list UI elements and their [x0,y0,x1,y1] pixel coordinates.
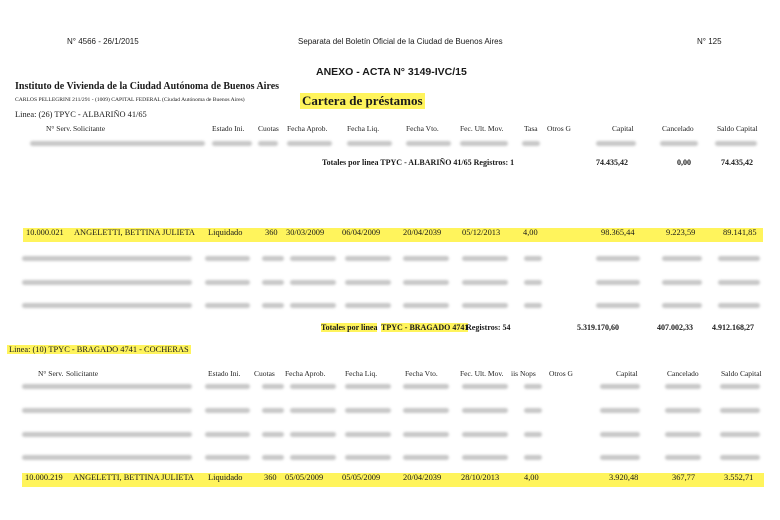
cell-tasa: 4,00 [524,473,539,482]
col-otros: Otros G [549,369,573,378]
cell-ult: 28/10/2013 [461,473,500,482]
col-saldo: Saldo Capital [721,369,762,378]
cell-cuotas: 360 [265,228,278,237]
col-otros: Otros G [547,124,571,133]
col-liq: Fecha Liq. [347,124,380,133]
col-aprob: Fecha Aprob. [285,369,326,378]
col-solicitante: Solicitante [73,124,106,133]
totals-cancelado: 0,00 [677,158,691,167]
cell-serv: 10.000.021 [26,228,64,237]
cell-saldo: 89.141,85 [723,228,757,237]
cell-estado: Liquidado [208,228,243,237]
col-vto: Fecha Vto. [406,124,439,133]
col-ult: Fec. Ult. Mov. [460,124,504,133]
totals-label-suffix: Registros: 54 [466,323,511,332]
line-label-cocheras: Linea: (10) TPYC - BRAGADO 4741 - COCHERAS [9,345,189,354]
totals-label-prefix: Totales por linea [321,323,378,332]
col-capital: Capital [612,124,634,133]
cell-estado: Liquidado [208,473,243,482]
cell-liq: 05/05/2009 [342,473,381,482]
col-cuotas: Cuotas [254,369,275,378]
cell-serv: 10.000.219 [25,473,63,482]
col-aprob: Fecha Aprob. [287,124,328,133]
col-liq: Fecha Liq. [345,369,378,378]
cell-vto: 20/04/2039 [403,228,442,237]
col-cancelado: Cancelado [667,369,699,378]
totals-label-highlight: TPYC - BRAGADO 4741 [381,323,469,332]
cell-tasa: 4,00 [523,228,538,237]
annex-title: ANEXO - ACTA N° 3149-IVC/15 [316,66,467,78]
col-estado: Estado Ini. [212,124,245,133]
cell-capital: 3.920,48 [609,473,639,482]
col-ult: Fec. Ult. Mov. [460,369,504,378]
institute-name: Instituto de Vivienda de la Ciudad Autónoma de Buenos Aires [15,81,280,92]
cell-capital: 98.365,44 [601,228,635,237]
cell-cancelado: 9.223,59 [666,228,696,237]
col-serv: N° Serv. [38,369,64,378]
col-tasa: iis Nops [511,369,536,378]
cell-name: ANGELETTI, BETTINA JULIETA [74,228,195,237]
col-capital: Capital [616,369,638,378]
table-row [23,228,763,242]
col-serv: N° Serv. [46,124,72,133]
page-number: N° 125 [697,37,722,46]
col-tasa: Tasa [524,124,538,133]
cell-aprob: 05/05/2009 [285,473,324,482]
table-row [22,473,764,487]
col-cancelado: Cancelado [662,124,694,133]
publication-title: Separata del Boletín Oficial de la Ciudad de Buenos Aires [298,37,503,46]
bulletin-number: N° 4566 - 26/1/2015 [67,37,139,46]
cell-name: ANGELETTI, BETTINA JULIETA [73,473,194,482]
col-vto: Fecha Vto. [405,369,438,378]
totals-capital: 5.319.170,60 [577,323,619,332]
cell-ult: 05/12/2013 [462,228,501,237]
col-estado: Estado Ini. [208,369,241,378]
totals-saldo: 74.435,42 [721,158,753,167]
col-saldo: Saldo Capital [717,124,758,133]
col-cuotas: Cuotas [258,124,279,133]
totals-capital: 74.435,42 [596,158,628,167]
cell-liq: 06/04/2009 [342,228,381,237]
cell-aprob: 30/03/2009 [286,228,325,237]
cell-cancelado: 367,77 [672,473,696,482]
totals-cancelado: 407.002,33 [657,323,693,332]
totals-label: Totales por linea TPYC - ALBARIÑO 41/65 Registros: 1 [322,158,515,167]
cell-vto: 20/04/2039 [403,473,442,482]
cell-saldo: 3.552,71 [724,473,754,482]
institute-address: CARLOS PELLEGRINI 211/291 - (1009) CAPITAL FEDERAL (Ciudad Autónoma de Buenos Aires) [15,97,245,103]
col-solicitante: Solicitante [66,369,99,378]
cell-cuotas: 360 [264,473,277,482]
line-label-albarino: Linea: (26) TPYC - ALBARIÑO 41/65 [15,110,147,119]
report-title: Cartera de préstamos [302,93,423,108]
totals-saldo: 4.912.168,27 [712,323,754,332]
